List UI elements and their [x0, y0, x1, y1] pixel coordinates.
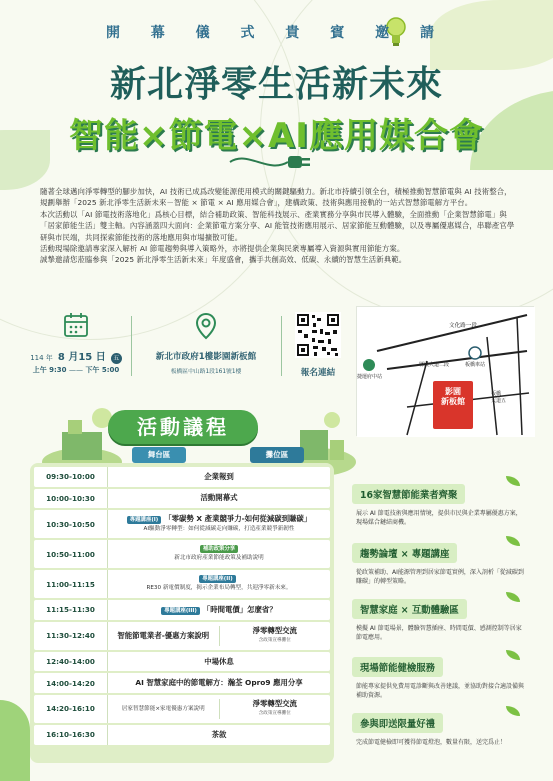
agenda-item: 企業報到 — [204, 471, 234, 481]
main-title: 新北淨零生活新未來 — [109, 64, 443, 105]
booth-session — [220, 626, 331, 646]
session-tag: 補助政策分享 — [200, 545, 238, 553]
highlight-item — [352, 598, 524, 642]
intro-paragraph: 誠摯邀請您蒞臨參與「2025 新北淨零生活新未來」年度盛會，攜手共創高效、低碳、永續的智慧生活新典範。 — [40, 255, 407, 265]
session-subtitle: AI驅動淨零轉型：如何從減碳走向賺碳，打造產業競爭新韌性 — [143, 526, 295, 533]
map-road-label: 縣民大道二段 — [419, 362, 450, 368]
venue-name: 新北市政府1樓影園新板館 — [155, 352, 257, 362]
agenda-item — [108, 605, 330, 615]
agenda-row — [34, 489, 330, 509]
highlight-heading: 16家智慧節能業者齊聚 — [352, 484, 465, 504]
agenda-time: 10:00-10:30 — [34, 489, 108, 509]
stage-session: 居家智慧節能×家電優惠方案說明 — [108, 699, 220, 719]
divider — [281, 316, 282, 376]
session-title: 「時間電價」怎麼省？ — [202, 604, 277, 614]
booth-session — [220, 699, 331, 719]
date-year: 114 年 — [30, 354, 53, 362]
highlight-heading: 趨勢論壇 × 專題講座 — [352, 543, 457, 563]
agenda-time: 10:30-10:50 — [34, 510, 108, 538]
map-venue-label: 影園 新板館 — [441, 387, 465, 406]
hall-label-stage: 舞台區 — [132, 447, 186, 463]
agenda-row — [34, 467, 330, 487]
sub-title: 智能×節電×AI應用媒合會 — [69, 116, 484, 156]
highlight-item — [352, 542, 524, 586]
map-road-label: 板橋 大道五 — [491, 391, 507, 404]
location-map — [356, 306, 534, 436]
intro-text — [40, 186, 518, 266]
weekday-badge: 五 — [111, 353, 122, 364]
session-tag: 專題講座(I) — [127, 516, 162, 524]
booth-subtitle: 含政策宣導攤位 — [258, 710, 291, 716]
agenda-time: 11:00-11:15 — [34, 570, 108, 598]
agenda-time: 11:30-12:40 — [34, 622, 108, 650]
time-dash: —— — [69, 366, 83, 374]
intro-paragraph: 本次活動以「AI 節電技術落地化」爲核心目標，結合補助政策、智能科技展示、產業實務分享與市民導入體驗，全面推動「企業智慧節電」與「居家節能生活」雙主軸。內容涵蓋四大面向：企業節電方案分享、AI 能管技術應用展示、居家節能互動體驗，以及專屬優惠媒合，串聯產官學研與市民端，共同探索節能技術的落地應用與市場擴散可能。 — [40, 209, 515, 242]
agenda-row — [34, 540, 330, 568]
highlight-text: 展示 AI 節電技術與應用情境，提供市民與企業專屬優惠方案，現場媒合鏈結商機。 — [356, 510, 522, 526]
agenda-row — [34, 510, 330, 538]
highlight-text: 模擬 AI 節電場景，體驗智慧插座、時間電價、感測控制等居家節電應用。 — [356, 625, 522, 641]
map-roads — [357, 307, 535, 437]
time-end: 下午 5:00 — [85, 366, 120, 374]
date-block — [26, 312, 126, 382]
divider — [131, 316, 132, 376]
session-tag: 專題講座(III) — [161, 607, 200, 615]
map-station-label: 板橋車站 — [465, 362, 486, 368]
highlight-heading: 現場節能健檢服務 — [352, 657, 443, 677]
agenda-item: 茶敘 — [211, 729, 227, 739]
map-station-label: 捷運府中站 — [357, 374, 383, 380]
agenda-time: 11:15-11:30 — [34, 600, 108, 620]
time-start: 上午 9:30 — [32, 366, 67, 374]
register-block[interactable] — [288, 312, 348, 382]
register-link[interactable]: 報名連結 — [300, 368, 336, 378]
map-road-label: 文化路一段 — [449, 323, 477, 329]
venue-address: 板橋區中山路1段161號1樓 — [170, 369, 242, 375]
agenda-item — [108, 575, 330, 593]
session-tag: 專題講座(II) — [199, 575, 236, 583]
venue-block — [136, 312, 276, 382]
highlight-text: 節能專家提供免費用電診斷與改善建議，並協助對接合適設備與補助資源。 — [356, 683, 525, 699]
booth-title: 淨零轉型交流 — [252, 625, 297, 635]
intro-paragraph: 活動現場除邀請專家深入解析 AI 節電趨勢與導入策略外，亦將提供企業與民衆專屬導入資源與實用節能方案。 — [40, 244, 405, 254]
highlight-item — [352, 656, 524, 700]
agenda-item: 活動開幕式 — [200, 493, 238, 503]
hall-label-booth: 攤位區 — [250, 447, 304, 463]
agenda-row — [34, 652, 330, 672]
highlight-item — [352, 483, 524, 527]
date-main: 8 月15 日 — [57, 352, 106, 363]
agenda-time: 09:30-10:00 — [34, 467, 108, 487]
highlight-heading: 智慧家庭 × 互動體驗區 — [352, 599, 467, 619]
agenda-item — [108, 514, 330, 534]
location-pin-icon — [195, 312, 217, 340]
session-title: 新北市政府產業節能政策及補助說明 — [174, 555, 264, 562]
agenda-title: 活動議程 — [108, 410, 258, 444]
booth-subtitle: 含政策宣導攤位 — [258, 637, 291, 643]
calendar-icon — [63, 312, 89, 338]
highlight-text: 完成節電健檢即可獲得節電燈泡，數量有限，送完爲止！ — [356, 739, 507, 746]
highlight-item — [352, 712, 524, 747]
agenda-item — [108, 545, 330, 563]
agenda-time: 14:00-14:20 — [34, 673, 108, 693]
stage-session: 智能節電業者-優惠方案說明 — [108, 626, 220, 646]
agenda-item — [108, 626, 330, 646]
qr-code-icon[interactable] — [295, 312, 341, 358]
agenda-table — [30, 463, 334, 763]
agenda-row — [34, 695, 330, 723]
agenda-time: 12:40-14:00 — [34, 652, 108, 672]
agenda-row — [34, 570, 330, 598]
session-title: 「零碳勢 X 產業競爭力-如何從減碳到賺碳」 — [164, 514, 312, 524]
booth-title: 淨零轉型交流 — [252, 698, 297, 708]
agenda-item — [108, 699, 330, 719]
invite-caption: 開 幕 儀 式 貴 賓 邀 請 — [105, 25, 448, 41]
agenda-time: 10:50-11:00 — [34, 540, 108, 568]
agenda-row — [34, 622, 330, 650]
session-title: RE30 新電價制度，揭示企業布局轉型，共迎淨零新未來。 — [146, 585, 292, 592]
plug-icon — [228, 148, 318, 176]
bg-leaf — [0, 700, 30, 781]
agenda-item: 中場休息 — [204, 656, 234, 666]
agenda-time: 14:20-16:10 — [34, 695, 108, 723]
agenda-time: 16:10-16:30 — [34, 725, 108, 745]
highlight-heading: 參與即送限量好禮 — [352, 713, 443, 733]
agenda-row — [34, 725, 330, 745]
highlight-text: 從政策補助、AI能源管理到居家節電實例，深入剖析「從減碳到賺碳」的轉型策略。 — [356, 569, 524, 585]
agenda-row — [34, 600, 330, 620]
agenda-row — [34, 673, 330, 693]
intro-paragraph: 隨著全球邁向淨零轉型的腳步加快，AI 技術已成爲改變能源使用模式的關鍵驅動力。新北市持續引領全台，積極推動智慧節電與 AI 技術整合，規劃舉辦「2025 新北淨零生活新未來－智能 × 節電 × AI 應用媒合會」，建構政策、技術與應用接軌的一站式智慧節電解方平台。 — [40, 187, 512, 208]
agenda-item: AI 智慧家庭中的節電解方：瀚荃 Opro9 應用分享 — [135, 678, 303, 688]
